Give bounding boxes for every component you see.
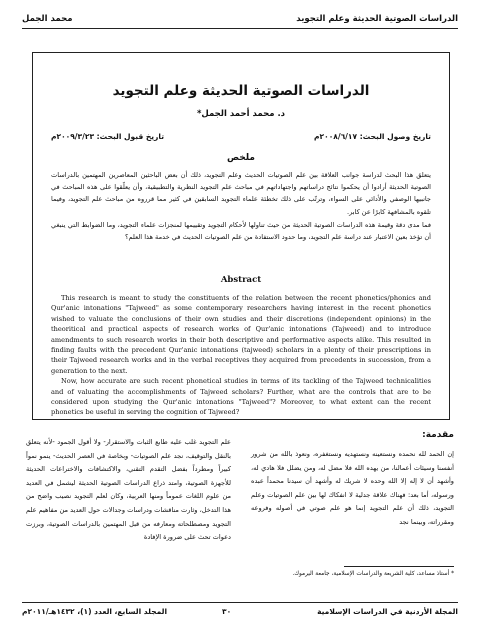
issue-info: المجلد السابع، العدد (١)، ١٤٣٢هـ/٢٠١١م (22, 607, 168, 616)
article-dates (51, 132, 431, 144)
english-abstract (51, 293, 431, 418)
page-footer (22, 606, 458, 620)
title-abstract-box (32, 52, 450, 420)
running-header-author: محمد الجمل (22, 14, 73, 24)
body-column-left (26, 436, 231, 545)
body-text-left: علم التجويد غلب عليه طابع الثبات والاستقرار- ولا أقول الجمود -لأنه يتعلق بالنقل والتوقيف، نجد علم الصوتيات- وبخاصة في العصر الحديث- ينمو نمواً كبيراً ومطرداً بفضل التقدم التقني، والاكتشافات والاختراعات الحديثة للأجهزة الصوتية، وامتد ذراع الدراسات الصوتية الحديثة ليشمل في العديد من علوم اللغات عموماً ومنها العربية، وكان لعلم التجويد نصيب واضح من هذا التدخل، وثارت مناقشات ودراسات وجدالات حول العديد من مفاهيم علم التجويد ومصطلحاته ومعارفه من قبل المهتمين بالدراسات الصوتية، وبرزت دعوات تحث على ضرورة الإفادة (26, 438, 231, 542)
footnote-rule (344, 566, 454, 567)
footer-rule (22, 602, 458, 603)
english-abstract-paragraph-2: Now, how accurate are such recent phonetical studies in terms of its tackling of the Tajweed technicalities and of valuating the accomplishments of Tajweed scholars? Further, what are the controls that are to be considered upon studying the Qur'anic intonations "Tajweed"? Moreover, to what extent can the recent phonetics be useful in serving the cognition of Tajweed? (51, 377, 431, 417)
running-header (22, 12, 458, 28)
journal-name: المجلة الأردنية في الدراسات الإسلامية (317, 607, 458, 616)
body-text-right: إن الحمد لله نحمده ونستعينه ونستهديه ونستغفره، ونعوذ بالله من شرور أنفسنا وسيئات أعمالنا، من يهده الله فلا مضل له، ومن يضلل فلا هادي له، وأشهد أن لا إله إلا الله وحده لا شريك له وأشهد أن سيدنا محمداً عبده ورسوله، أما بعد: فهناك علاقة جدلية لا انفكاك لها بين علم الصوتيات وعلم التجويد، ذلك أن علم التجويد إنما هو علم صوتي في أصوله وفروعه ومقرراته، وبينما نجد (251, 450, 454, 526)
journal-page (22, 12, 458, 624)
english-abstract-paragraph-1: This research is meant to study the constituents of the relation between the recent phonetics/phonics and Qur'anic intonations "Tajweed" as some contemporary researchers having interest in the recent phonetics wished to valuate the conclusions of their own studies and their discretions (independent opinions) in the theoritical and practical aspects of research works of Qur'anic intonations (Tajweed) and to introduce amendments to such research works in their both descriptive and performative aspects alike. This resulted in finding faults with the precedent Qur'anic intonations (tajweed) scholars in a plenty of their prescriptions in their Tajweed research works and in the verbal receptives they acquired from precedents in succession, from a generation to the next. (51, 294, 431, 375)
running-header-title: الدراسات الصوتية الحديثة وعلم التجويد (296, 14, 458, 24)
body-column-right (251, 448, 454, 530)
arabic-abstract (51, 169, 431, 244)
arabic-abstract-paragraph-1: يتعلق هذا البحث لدراسة جوانب العلاقة بين علم الصوتيات الحديث وعلم التجويد، ذلك أن بعض الباحثين المعاصرين المهتمين بالدراسات الصوتية الحديثة أرادوا أن يحكموا نتائج دراساتهم واجتهاداتهم في مباحث علم التجويد النظرية والتطبيقية، وأن يعلّقوا على هذه المباحث في جانبيها الوصفي والأدائي على السواء، وترتّب على ذلك تخطئة علماء التجويد السابقين في كثير مما قرروه من مباحث علم التجويد، وفيما تلقوه بالمشافهة كابرًا عن كابر. (51, 171, 431, 216)
author-footnote: * أستاذ مساعد، كلية الشريعة والدراسات الإسلامية، جامعة اليرموك. (292, 571, 454, 577)
page-number: ٣٠ (222, 607, 232, 616)
received-date: تاريخ وصول البحث: ٢٠٠٨/٦/١٧م (314, 132, 431, 141)
accepted-date: تاريخ قبول البحث: ٢٠٠٩/٣/٢٣م (51, 132, 165, 141)
arabic-abstract-heading: ملخص (226, 153, 255, 163)
header-rule (22, 28, 458, 29)
introduction-heading: مقدمة: (422, 430, 454, 440)
english-abstract-heading: Abstract (220, 275, 262, 285)
article-title: الدراسات الصوتية الحديثة وعلم التجويد (112, 83, 370, 99)
article-author: د. محمد أحمد الجمل* (196, 109, 286, 119)
arabic-abstract-paragraph-2: فما مدى دقة وقيمة هذه الدراسات الصوتية الحديثة من حيث تناولها لأحكام التجويد وتقييمها لمنجزات علماء التجويد، وما الضوابط التي ينبغي أن تؤخذ بعين الاعتبار عند دراسة علم التجويد، وما حدود الاستفادة من علم الصوتيات الحديث في خدمة هذا العلم؟ (51, 220, 431, 242)
